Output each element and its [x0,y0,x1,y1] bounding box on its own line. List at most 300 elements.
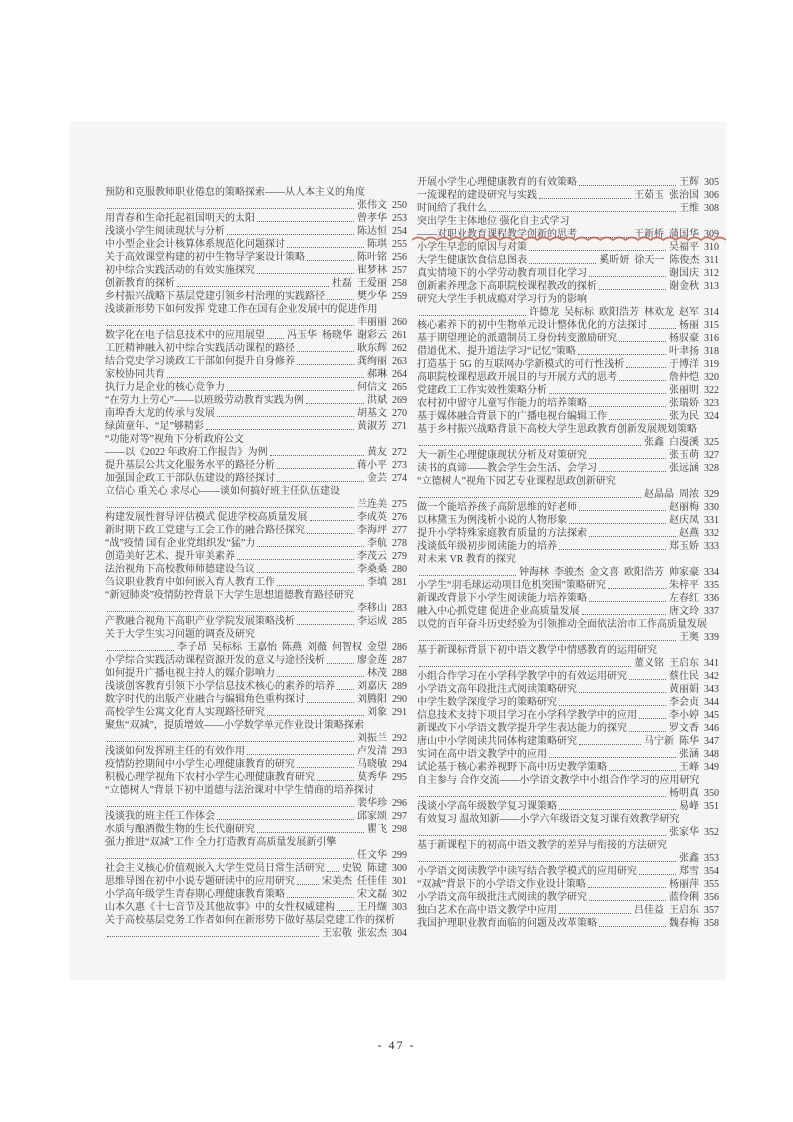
leader-dots [327,871,339,872]
toc-entry-row [417,384,719,397]
leader-dots [589,276,666,277]
entry-page-number: 308 [704,203,719,214]
entry-page-number: 316 [704,333,719,344]
entry-page-number: 276 [392,512,407,523]
entry-title: 立信心 重关心 求尽心——谈如何搞好班主任队伍建设 [105,486,340,497]
entry-page-number: 281 [392,577,407,588]
entry-authors: 陈琪 [367,239,387,250]
leader-dots [579,744,641,745]
toc-entry-row [417,319,719,332]
leader-dots [267,715,364,716]
entry-authors: 王奥 [679,632,699,643]
toc-entry-row [105,836,407,849]
entry-page-number: 254 [392,226,407,237]
entry-title: 数字时代的出版产业融合与编辑角色重构探讨 [105,694,305,705]
toc-entry-row [417,683,719,696]
toc-entry-row [105,524,407,537]
leader-dots [589,406,666,407]
leader-dots [287,897,354,898]
toc-entry-row [417,371,719,384]
entry-title: 结合党史学习谈政工干部如何提升自身修养 [105,356,295,367]
entry-title: 基于新课程下的初高中语文教学的差异与衔接的方法研究 [417,840,667,851]
entry-page-number: 346 [704,723,719,734]
leader-dots [589,601,666,602]
leader-dots [107,507,354,508]
toc-entry-row [105,251,407,264]
toc-entry-row [105,719,407,732]
leader-dots [257,221,354,222]
entry-authors: 马宁新 陈华 [644,736,699,747]
entry-authors: 赵晶晶 周浓 [644,489,699,500]
entry-page-number: 332 [704,528,719,539]
toc-entry-row [417,215,719,228]
entry-title: 小学高年级学生青春期心理健康教育策略 [105,889,285,900]
toc-entry-row [417,462,719,475]
toc-entry-row [105,654,407,667]
entry-page-number: 300 [392,863,407,874]
toc-entry-row [105,797,407,810]
entry-title: 数字化在电子信息技术中的应用展望 [105,330,265,341]
entry-title: 真实情境下的小学劳动教育项目化学习 [417,268,587,279]
entry-title: 水质与酿酒微生物的生长代谢研究 [105,824,255,835]
leader-dots [177,286,329,287]
entry-title: 构建发展性督导评估模式 促进学校高质量发展 [105,512,308,523]
entry-authors: 张瑞娇 [669,398,699,409]
leader-dots [270,455,365,456]
toc-entry-row [417,813,719,826]
leader-dots [569,523,666,524]
entry-page-number: 336 [704,593,719,604]
leader-dots [277,468,354,469]
toc-entry-row [105,706,407,719]
entry-title: 执行力是企业的核心竞争力 [105,382,225,393]
entry-page-number: 318 [704,346,719,357]
leader-dots [307,702,354,703]
entry-title: 浅谈创客教育引领下小学信息技术核心的素养的培养 [105,681,335,692]
entry-page-number: 298 [392,824,407,835]
entry-authors: 马晓敏 [357,759,387,770]
leader-dots [609,770,676,771]
entry-page-number: 287 [392,655,407,666]
entry-title: “新冠肺炎”疫情防控背景下大学生思想道德教育路径研究 [105,590,354,601]
toc-entry-row [105,511,407,524]
entry-authors: 张伟文 [357,200,387,211]
toc-entry-row [105,433,407,446]
toc-entry-row [417,735,719,748]
toc-entry-row [417,553,719,566]
entry-page-number: 314 [704,307,719,318]
entry-title: 强力推进“双减”工作 全力打造教育高质量发展新引擎 [105,837,337,848]
entry-title: 中学生数学深度学习的策略研究 [417,697,557,708]
leader-dots [539,198,631,199]
entry-title: “功能对等”视角下分析政府公文 [105,434,244,445]
entry-authors: 宋文磊 [357,889,387,900]
leader-dots [227,390,354,391]
toc-entry-row [105,667,407,680]
entry-authors: 李成英 [357,512,387,523]
toc-entry-row [105,290,407,303]
toc-entry-row [105,316,407,329]
entry-title: 以林黛玉为例浅析小说的人物形象 [417,515,567,526]
entry-title: 创造美好艺术、提升审美素养 [105,551,235,562]
entry-authors: 刘腾阳 [357,694,387,705]
toc-entry-row [417,449,719,462]
toc-entry-row [417,696,719,709]
entry-authors: 许德龙 吴标标 欧阳浩芳 林欢龙 赵军 [529,307,699,318]
toc-entry-row [417,787,719,800]
entry-authors: 崔梦林 [357,265,387,276]
entry-title: 党建政工工作实效性策略分析 [417,385,547,396]
toc-column-right [417,176,719,930]
toc-entry-row [417,254,719,267]
leader-dots [549,757,676,758]
entry-authors: 罗文香 [669,723,699,734]
entry-page-number: 356 [704,892,719,903]
leader-dots [639,718,666,719]
toc-entry-row [417,761,719,774]
entry-authors: 郑玉娇 [669,541,699,552]
leader-dots [626,367,666,368]
entry-authors: 曾孝华 [357,213,387,224]
entry-page-number: 275 [392,499,407,510]
toc-entry-row [105,862,407,875]
entry-authors: 何信文 [357,382,387,393]
entry-title: 农村初中留守儿童写作能力的培养策略 [417,398,587,409]
leader-dots [167,377,364,378]
entry-authors: 于博洋 [669,359,699,370]
toc-entry-row [417,878,719,891]
leader-dots [257,273,354,274]
toc-entry-row [417,826,719,839]
toc-entry-row [105,446,407,459]
entry-title: 创新素养理念下高职院校课程教改的探析 [417,281,597,292]
toc-entry-row [105,602,407,615]
leader-dots [327,663,354,664]
toc-entry-row [417,358,719,371]
entry-page-number: 328 [704,463,719,474]
entry-title: 我国护理职业教育面临的问题及改革策略 [417,918,597,929]
entry-authors: 吕佳益 王启东 [634,905,699,916]
toc-entry-row [105,212,407,225]
entry-authors: 陈达恒 [357,226,387,237]
leader-dots [297,624,354,625]
entry-authors: 廖金莲 [357,655,387,666]
toc-entry-row [417,410,719,423]
toc-entry-row [417,189,719,202]
entry-authors: 吴福平 [669,242,699,253]
entry-page-number: 259 [392,291,407,302]
entry-authors: 裴华珍 [357,798,387,809]
entry-page-number: 350 [704,788,719,799]
entry-page-number: 304 [392,928,407,939]
leader-dots [559,913,631,914]
entry-title-continued: ——以《2022 年政府工作报告》为例 [105,447,268,458]
entry-page-number: 303 [392,902,407,913]
toc-entry-row [417,176,719,189]
toc-entry-row [417,709,719,722]
toc-entry-row [105,563,407,576]
toc-entry-row [105,264,407,277]
entry-authors: 瞿飞 [367,824,387,835]
entry-title: 小学语文高年级批注式阅读的教学研究 [417,892,587,903]
leader-dots [639,874,676,875]
entry-title: 信息技术支持下项目学习在小学科学教学中的应用 [417,710,637,721]
entry-authors: 史锐 陈建 [342,863,387,874]
entry-authors: 郑雪 [679,866,699,877]
entry-authors: 李小婷 [669,710,699,721]
entry-authors: 黄丽娟 [669,684,699,695]
entry-authors: 张涵 [679,749,699,760]
entry-authors: 宋美杰 任佳佳 [322,876,387,887]
toc-entry-row [105,225,407,238]
leader-dots [337,689,354,690]
leader-dots [589,900,666,901]
entry-page-number: 352 [704,827,719,838]
entry-page-number: 331 [704,515,719,526]
entry-page-number: 289 [392,681,407,692]
toc-entry-row [105,368,407,381]
leader-dots [419,315,526,316]
entry-page-number: 297 [392,811,407,822]
leader-dots [419,445,641,446]
entry-title: “双减”背景下的小学语文作业设计策略 [417,879,586,890]
entry-title: 时间给了我什么 [417,203,487,214]
toc-entry-row [105,927,407,940]
leader-dots [419,640,676,641]
entry-authors: 金芸 [367,473,387,484]
page-number: - 47 - [377,1038,416,1052]
toc-entry-row [105,589,407,602]
entry-title: 思维导图在初中小说专题研读中的应用研究 [105,876,295,887]
leader-dots [629,731,666,732]
entry-authors: 任文华 [357,850,387,861]
entry-page-number: 358 [704,918,719,929]
entry-page-number: 256 [392,252,407,263]
entry-authors: 杨明真 [669,788,699,799]
toc-entry-row [105,394,407,407]
entry-page-number: 272 [392,447,407,458]
entry-page-number: 334 [704,567,719,578]
leader-dots [529,263,596,264]
entry-page-number: 262 [392,343,407,354]
toc-entry-row [105,875,407,888]
entry-authors: 林茂 [367,668,387,679]
toc-entry-row [417,722,719,735]
entry-page-number: 329 [704,489,719,500]
entry-authors: 张为民 [669,411,699,422]
toc-entry-row [417,423,719,436]
entry-authors: 耿东辉 [357,343,387,354]
toc-entry-row [417,202,719,215]
entry-authors: 张家华 [669,827,699,838]
entry-title: 产教融合视角下高职产业学院发展策略浅析 [105,616,295,627]
leader-dots [589,536,676,537]
entry-authors: 李运成 [357,616,387,627]
leader-dots [217,416,354,417]
entry-authors: 张玉萌 [669,450,699,461]
entry-page-number: 258 [392,278,407,289]
leader-dots [337,910,354,911]
entry-title: 浅谈低年级初步阅读能力的培养 [417,541,557,552]
leader-dots [419,666,631,667]
entry-title: 基于期望理论的派遣制员工身份转变激励研究 [417,333,617,344]
entry-page-number: 253 [392,213,407,224]
entry-authors: 魏春梅 [669,918,699,929]
entry-authors: 王丹缬 [357,902,387,913]
entry-title: 浅谈小学高年级数学复习课策略 [417,801,557,812]
entry-title: 新课改背景下小学生阅读能力培养策略 [417,593,587,604]
entry-page-number: 349 [704,762,719,773]
entry-title: 加强国企政工干部队伍建设的路径探讨 [105,473,275,484]
leader-dots [307,260,354,261]
entry-title: 中小型企业会计核算体系规范化问题探讨 [105,239,285,250]
toc-entry-row [105,901,407,914]
entry-title: 小学语文高年段批注式阅读策略研究 [417,684,577,695]
leader-dots [578,354,666,355]
toc-entry-row [417,605,719,618]
entry-authors: 郝琳 [367,369,387,380]
leader-dots [247,754,354,755]
entry-authors: 胡基文 [357,408,387,419]
toc-entry-row [105,758,407,771]
leader-dots [227,234,354,235]
toc-entry-row [105,745,407,758]
toc-entry-row [417,774,719,787]
toc-entry-row [105,628,407,641]
entry-authors: 唐文玲 [669,606,699,617]
leader-dots [419,796,666,797]
entry-page-number: 351 [704,801,719,812]
entry-title: 新课改下小学语文教学提升学生表达能力的探究 [417,723,627,734]
leader-dots [257,572,354,573]
entry-authors: 刘嘉庆 [357,681,387,692]
entry-authors: 黄淑芳 [357,421,387,432]
entry-title: 大学生健康饮食信息图表 [417,255,527,266]
toc-entry-row [417,293,719,306]
entry-title: 高职院校课程思政开展目的与开展方式的思考 [417,372,617,383]
leader-dots [107,650,174,651]
entry-title: 基于媒体融合背景下的广播电视台编辑工作 [417,411,607,422]
toc-entry-row [105,303,407,316]
entry-authors: 王维 [679,203,699,214]
leader-dots [297,351,354,352]
entry-authors: 杜磊 王爱丽 [332,278,387,289]
entry-title: “战”疫情 国有企业党组织发“猛”力 [105,538,256,549]
leader-dots [257,832,364,833]
entry-page-number: 294 [392,759,407,770]
leader-dots [277,481,364,482]
toc-entry-row [417,865,719,878]
leader-dots [310,520,355,521]
entry-title: 自主参与 合作交流——小学语文教学中小组合作学习的应用研究 [417,775,700,786]
entry-page-number: 324 [704,411,719,422]
entry-authors: 李桑桑 [357,564,387,575]
entry-authors: 杨丽 [679,320,699,331]
toc-entry-row [105,771,407,784]
toc-entry-row [417,345,719,358]
entry-page-number: 291 [392,707,407,718]
entry-title: 工匠精神融入初中综合实践活动课程的路径 [105,343,295,354]
entry-authors: 王峰 [679,762,699,773]
leader-dots [237,559,354,560]
entry-page-number: 344 [704,697,719,708]
entry-title: 唐山中小学阅读共同体构建策略研究 [417,736,577,747]
entry-title: 小学生早恋的原因与对策 [417,242,527,253]
entry-authors: 董义铭 王启东 [634,658,699,669]
entry-page-number: 290 [392,694,407,705]
toc-entry-row [417,514,719,527]
toc-entry-row [417,527,719,540]
entry-page-number: 311 [704,255,719,266]
entry-page-number: 339 [704,632,719,643]
leader-dots [107,741,354,742]
leader-dots [579,237,631,238]
entry-page-number: 273 [392,460,407,471]
entry-page-number: 319 [704,359,719,370]
entry-authors: 刘振兰 [357,733,387,744]
toc-entry-row [105,537,407,550]
entry-authors: 蒋小平 [357,460,387,471]
entry-authors: 杨丽萍 [669,879,699,890]
leader-dots [549,393,666,394]
entry-page-number: 333 [704,541,719,552]
entry-authors: 邱家颂 [357,811,387,822]
entry-title: 用青春和生命托起祖国明天的太阳 [105,213,255,224]
entry-page-number: 325 [704,437,719,448]
toc-entry-row [417,332,719,345]
entry-title: 核心素养下的初中生物单元设计整体优化的方法探讨 [417,320,647,331]
toc-entry-row [417,501,719,514]
entry-page-number: 286 [392,642,407,653]
entry-page-number: 269 [392,395,407,406]
entry-authors: 王宏敬 张宏杰 [322,928,387,939]
entry-authors: 赵燕 [679,528,699,539]
toc-entry-row [105,693,407,706]
leader-dots [317,780,354,781]
entry-title: 初中综合实践活动的有效实施探究 [105,265,255,276]
entry-page-number: 323 [704,398,719,409]
entry-title: 家校协同共育 [105,369,165,380]
toc-entry-row [105,407,407,420]
leader-dots [297,767,354,768]
entry-page-number: 342 [704,671,719,682]
toc-entry-row [105,810,407,823]
toc-entry-row [417,917,719,930]
toc-entry-row [417,241,719,254]
entry-title: 关于高效课堂构建的初中生物导学案设计策略 [105,252,305,263]
entry-authors: 李填 [367,577,387,588]
entry-page-number: 278 [392,538,407,549]
entry-page-number: 306 [704,190,719,201]
leader-dots [588,887,666,888]
leader-dots [217,819,354,820]
entry-title: 实词在高中语文教学中的应用 [417,749,547,760]
leader-dots [619,341,666,342]
entry-page-number: 355 [704,879,719,890]
entry-page-number: 274 [392,473,407,484]
leader-dots [419,497,641,498]
entry-page-number: 265 [392,382,407,393]
toc-entry-row [105,342,407,355]
toc-entry-row [417,657,719,670]
leader-dots [589,458,666,459]
leader-dots [608,588,666,589]
entry-authors: 张丽明 [669,385,699,396]
entry-title: 浅谈新形势下如何发挥 党建工作在国有企业发展中的促进作用 [105,304,378,315]
entry-authors: 蓝伶俐 [669,892,699,903]
toc-entry-row [105,186,407,199]
leader-dots [599,471,666,472]
